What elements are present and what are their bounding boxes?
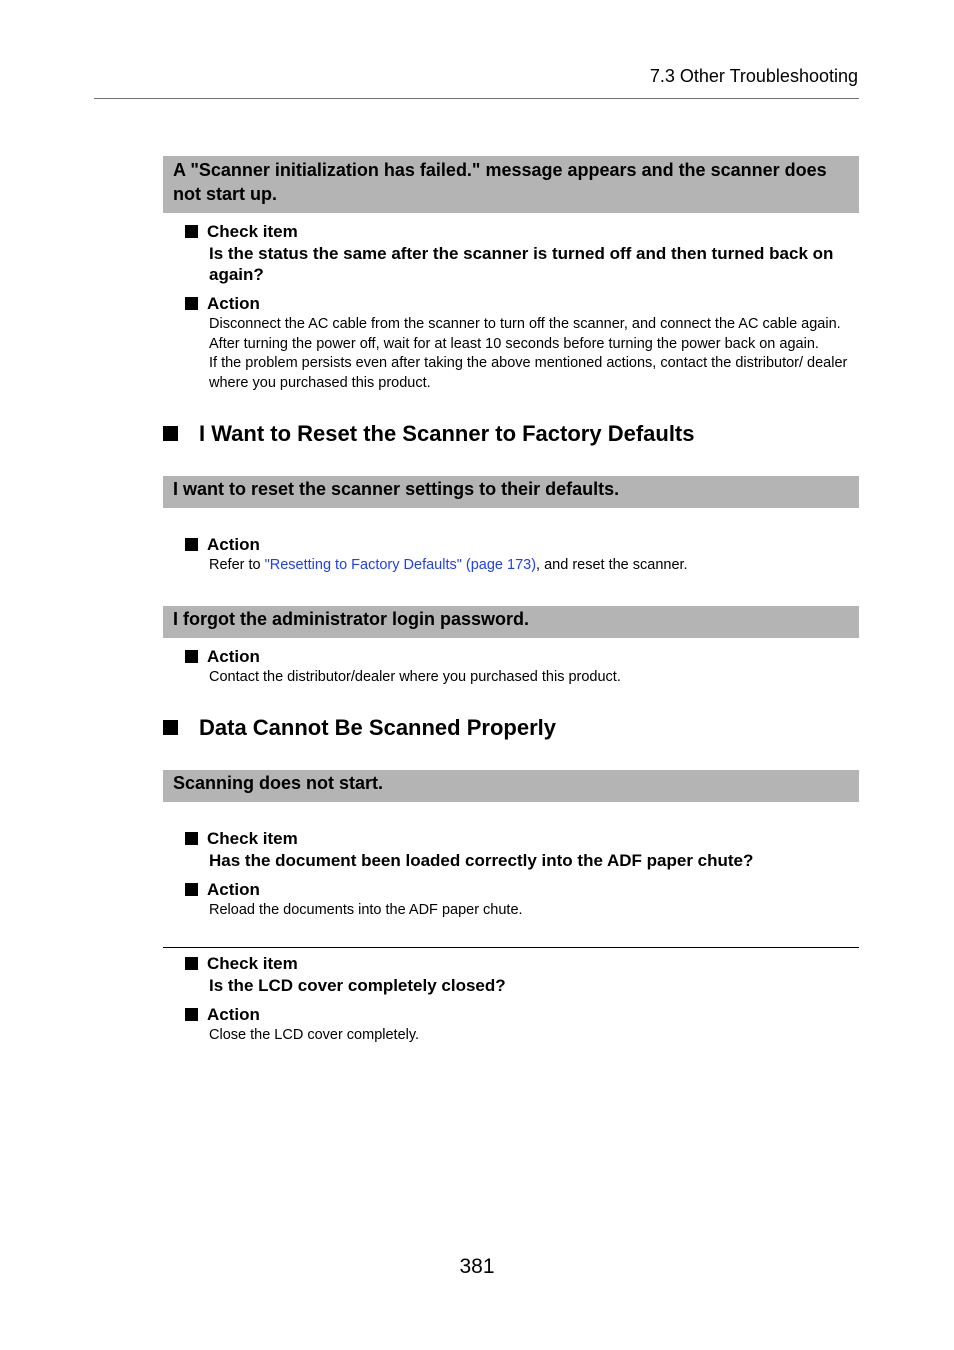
square-bullet-icon [185, 650, 198, 663]
check-item-group [163, 953, 859, 1046]
square-bullet-icon [185, 832, 198, 845]
check-item-question: Has the document been loaded correctly into the ADF paper chute? [209, 851, 754, 870]
action-label: Action [185, 646, 859, 668]
problem-heading-scan-not-start: Scanning does not start. [163, 770, 859, 802]
check-item-group [163, 221, 859, 393]
header-divider [94, 98, 859, 99]
square-bullet-icon [185, 297, 198, 310]
action-text: Refer to "Resetting to Factory Defaults" (page 173), and reset the scanner. [209, 557, 688, 573]
problem-heading-forgot-password: I forgot the administrator login password. [163, 606, 859, 638]
reset-defaults-link[interactable]: "Resetting to Factory Defaults" (page 173) [264, 557, 537, 573]
action-text: If the problem persists even after taking the above mentioned actions, contact the distributor/ dealer where you purchased this product. [209, 355, 848, 391]
problem-heading-reset-settings: I want to reset the scanner settings to their defaults. [163, 476, 859, 508]
square-bullet-icon [185, 957, 198, 970]
action-text: Contact the distributor/dealer where you purchased this product. [209, 668, 621, 685]
action-text: Reload the documents into the ADF paper chute. [209, 902, 523, 918]
square-bullet-icon [185, 225, 198, 238]
page-content [163, 156, 859, 1045]
square-bullet-icon [185, 883, 198, 896]
action-label: Action [185, 293, 859, 315]
square-bullet-icon [185, 538, 198, 551]
item-divider [163, 947, 859, 948]
check-item-group [163, 828, 859, 921]
square-bullet-icon [185, 1008, 198, 1021]
action-group [163, 646, 859, 688]
section-heading-scan: Data Cannot Be Scanned Properly [163, 714, 859, 742]
check-item-label: Check item [185, 953, 859, 975]
action-label: Action [185, 879, 859, 901]
action-text: Close the LCD cover completely. [209, 1026, 420, 1043]
action-label: Action [185, 1004, 859, 1026]
section-heading-reset: I Want to Reset the Scanner to Factory Defaults [163, 420, 859, 448]
check-item-question: Is the LCD cover completely closed? [209, 975, 506, 995]
check-item-label: Check item [185, 221, 859, 243]
square-bullet-icon [163, 720, 178, 735]
action-group [163, 534, 859, 576]
action-text: Disconnect the AC cable from the scanner to turn off the scanner, and connect the AC cable again. After turning the power off, wait for at least 10 seconds before turning the power back on again. [209, 316, 841, 352]
running-header: 7.3 Other Troubleshooting [649, 66, 858, 86]
problem-heading-init-failed: A "Scanner initialization has failed." message appears and the scanner does not start up. [163, 156, 859, 213]
check-item-label: Check item [185, 828, 859, 850]
check-item-question: Is the status the same after the scanner is turned off and then turned back on again? [209, 244, 834, 284]
square-bullet-icon [163, 426, 178, 441]
action-label: Action [185, 534, 859, 556]
page-number: 381 [459, 1255, 495, 1278]
